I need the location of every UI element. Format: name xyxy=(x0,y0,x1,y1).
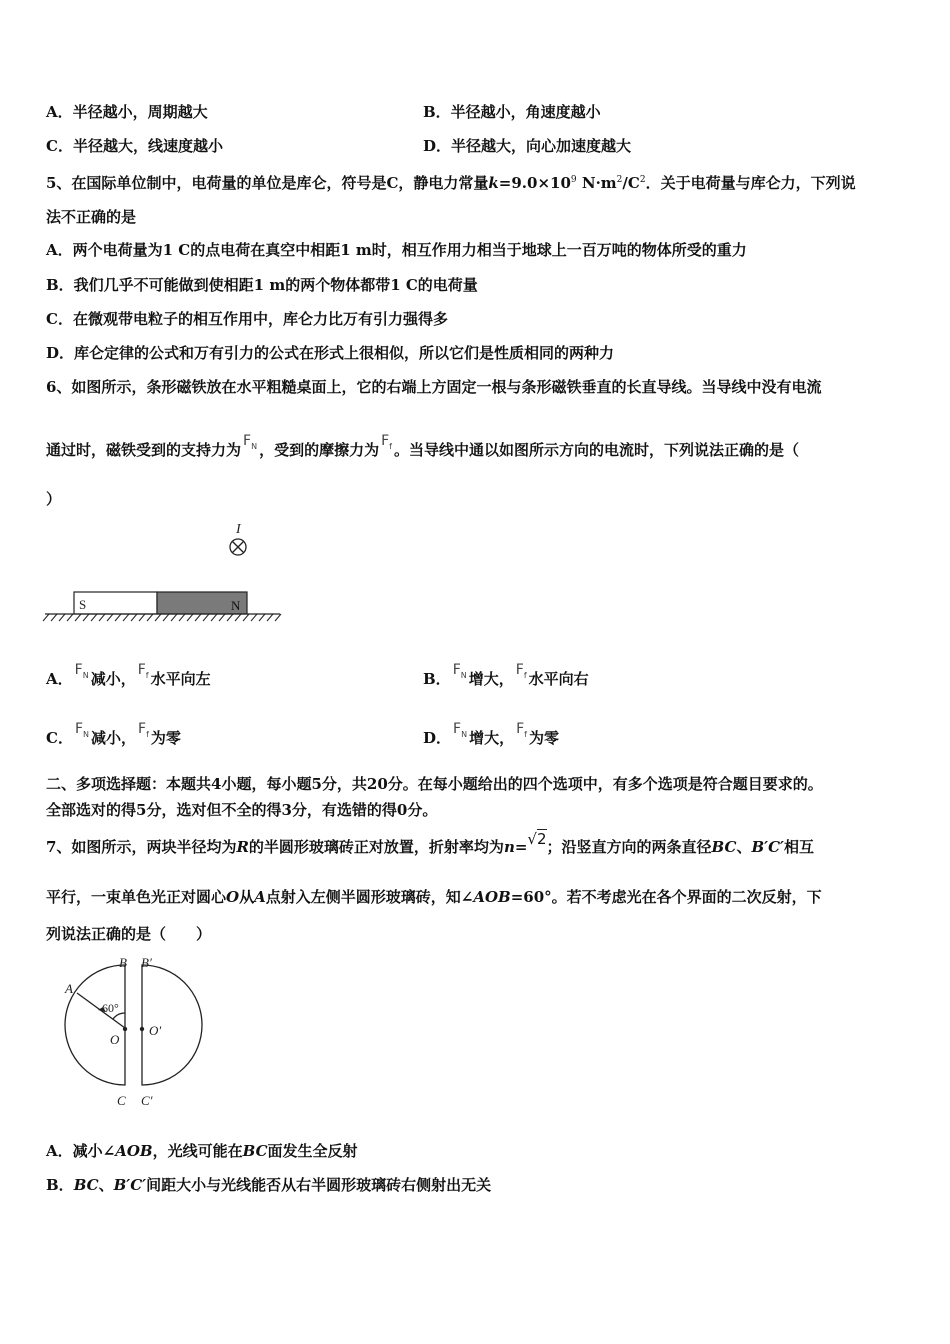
q4-option-c[interactable]: C．半径越大，线速度越小 xyxy=(46,137,223,155)
q6-options-row2 xyxy=(46,721,910,755)
fn-symbol: $F_N$ xyxy=(243,433,258,451)
label-o: O xyxy=(110,1032,120,1047)
label-b-prime: B′ xyxy=(141,955,152,970)
q7-option-a[interactable]: A．减小∠AOB，光线可能在BC面发生全反射 xyxy=(46,1142,358,1160)
label-b: B xyxy=(119,955,127,970)
section2-heading: 二、多项选择题：本题共4小题，每小题5分，共20分。在每小题给出的四个选项中，有多个选项是符合题目要求的。 xyxy=(46,775,823,793)
q5-option-a[interactable]: A．两个电荷量为1 C的点电荷在真空中相距1 m时，相互作用力相当于地球上一百万吨的物体所受的重力 xyxy=(46,241,747,259)
q5-stem-line2: 法不正确的是 xyxy=(46,208,137,226)
q5-option-c[interactable]: C．在微观带电粒子的相互作用中，库仑力比万有引力强得多 xyxy=(46,310,448,328)
angle-label: 60° xyxy=(102,1001,119,1015)
label-c-prime: C′ xyxy=(141,1093,153,1108)
q6-magnet-figure xyxy=(40,515,290,630)
pole-s-label: S xyxy=(79,597,87,612)
q6-stem-line1: 6、如图所示，条形磁铁放在水平粗糙桌面上，它的右端上方固定一根与条形磁铁垂直的长直导线。当导线中没有电流 xyxy=(46,378,822,396)
label-o-prime: O′ xyxy=(149,1023,162,1038)
q4-options-row1 xyxy=(46,102,910,122)
q7-stem-line3: 列说法正确的是（ ） xyxy=(46,925,212,943)
q6-option-d[interactable]: D． $F_N$ 增大， $F_f$ 为零 xyxy=(423,721,559,747)
magnet-south xyxy=(74,592,157,614)
sqrt-symbol: √2 xyxy=(527,830,547,848)
center-o-prime xyxy=(140,1027,144,1031)
label-a: A xyxy=(65,981,73,996)
current-label: I xyxy=(236,522,241,537)
q7-option-b[interactable]: B．BC、B′C′间距大小与光线能否从右半圆形玻璃砖右侧射出无关 xyxy=(46,1176,492,1194)
table-hatching xyxy=(43,614,281,621)
q4-options-row2 xyxy=(46,136,910,156)
q6-option-a[interactable]: A． $F_N$ 减小， $F_f$ 水平向左 xyxy=(46,662,211,688)
q7-glass-figure xyxy=(55,955,215,1115)
q4-option-d[interactable]: D．半径越大，向心加速度越大 xyxy=(423,137,632,155)
q5-stem: 5、在国际单位制中，电荷量的单位是库仑，符号是C，静电力常量$k=9.0\times 10^9$ $N\cdot m^2/C^2$．关于电荷量与库仑力，下列说 xyxy=(46,174,856,192)
q5-option-b[interactable]: B．我们几乎不可能做到使相距1 m的两个物体都带1 C的电荷量 xyxy=(46,276,478,294)
q7-stem-line1: 7、如图所示，两块半径均为R的半圆形玻璃砖正对放置，折射率均为n=√2；沿竖直方向的两条直径BC、B′C′相互 xyxy=(46,830,815,856)
q6-stem-line3: ） xyxy=(46,490,62,508)
left-semicircle xyxy=(65,965,125,1085)
label-c: C xyxy=(117,1093,126,1108)
section2-scoring: 全部选对的得5分，选对但不全的得3分，有选错的得0分。 xyxy=(46,801,438,819)
q6-stem-line2: 通过时，磁铁受到的支持力为 $F_N$ ，受到的摩擦力为 $F_f$ 。当导线中通以如图所示方向的电流时，下列说法正确的是（ xyxy=(46,433,799,459)
q6-option-b[interactable]: B． $F_N$ 增大， $F_f$ 水平向右 xyxy=(423,662,589,688)
q6-options-row1 xyxy=(46,662,910,696)
q6-option-c[interactable]: C． $F_N$ 减小， $F_f$ 为零 xyxy=(46,721,181,747)
q4-option-a[interactable]: A．半径越小，周期越大 xyxy=(46,103,208,121)
q4-option-b[interactable]: B．半径越小，角速度越小 xyxy=(423,103,601,121)
center-o xyxy=(123,1027,127,1031)
current-into-page-icon xyxy=(230,539,246,555)
q7-stem-line2: 平行，一束单色光正对圆心O从A点射入左侧半圆形玻璃砖，知∠AOB=60°。若不考虑光在各个界面的二次反射，下 xyxy=(46,888,822,906)
q5-option-d[interactable]: D．库仑定律的公式和万有引力的公式在形式上很相似，所以它们是性质相同的两种力 xyxy=(46,344,615,362)
pole-n-label: N xyxy=(231,598,241,613)
ff-symbol: $F_f$ xyxy=(381,433,392,451)
